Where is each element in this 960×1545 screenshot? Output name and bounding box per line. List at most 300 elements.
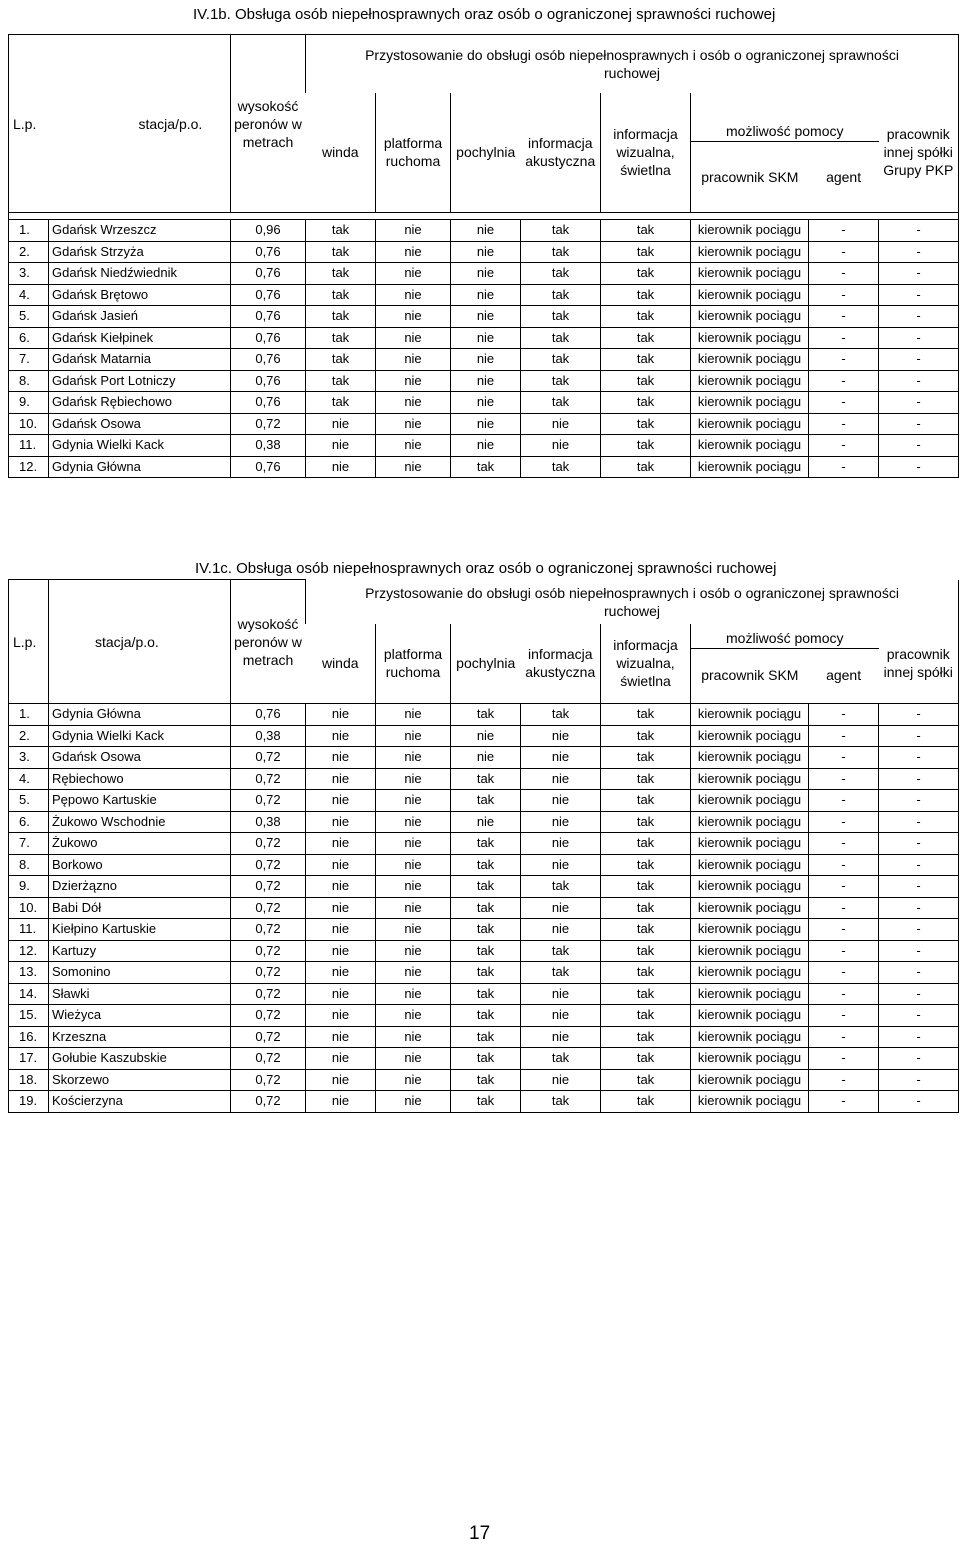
header-platforma: platforma ruchoma — [376, 93, 451, 213]
wizualna-value: tak — [601, 435, 691, 457]
table-row — [9, 1091, 959, 1113]
akustyczna-value: nie — [521, 747, 601, 769]
akustyczna-value: nie — [521, 833, 601, 855]
agent-value: - — [809, 435, 879, 457]
header-akustyczna: informacja akustyczna — [525, 646, 596, 681]
winda-value: tak — [306, 284, 376, 306]
platform-height: 0,72 — [231, 747, 306, 769]
header-station: stacja/p.o. — [49, 35, 231, 213]
winda-value: tak — [306, 349, 376, 371]
header-skm: pracownik SKM — [701, 666, 799, 683]
platform-height: 0,72 — [231, 940, 306, 962]
other-employee-value: - — [879, 704, 959, 726]
akustyczna-value: nie — [521, 435, 601, 457]
header-wizualna: informacja wizualna, świetlna — [601, 624, 691, 704]
platform-height: 0,38 — [231, 725, 306, 747]
skm-value: kierownik pociągu — [691, 983, 809, 1005]
accessibility-table-1b — [8, 34, 959, 478]
table-row — [9, 790, 959, 812]
pochylnia-value: tak — [451, 962, 521, 984]
skm-value: kierownik pociągu — [691, 962, 809, 984]
wizualna-value: tak — [601, 1091, 691, 1113]
row-lp: 1. — [9, 704, 49, 726]
wizualna-value: tak — [601, 897, 691, 919]
platforma-value: nie — [376, 854, 451, 876]
agent-value: - — [809, 747, 879, 769]
table-row — [9, 833, 959, 855]
agent-value: - — [809, 1048, 879, 1070]
agent-value: - — [809, 1026, 879, 1048]
pochylnia-value: nie — [451, 241, 521, 263]
table-row — [9, 725, 959, 747]
platform-height: 0,72 — [231, 1026, 306, 1048]
agent-value: - — [809, 306, 879, 328]
station-name: Gdynia Wielki Kack — [49, 725, 231, 747]
skm-value: kierownik pociągu — [691, 833, 809, 855]
pochylnia-value: tak — [451, 1091, 521, 1113]
other-employee-value: - — [879, 220, 959, 242]
winda-value: nie — [306, 1005, 376, 1027]
akustyczna-value: tak — [521, 940, 601, 962]
other-employee-value: - — [879, 241, 959, 263]
station-name: Gdańsk Jasień — [49, 306, 231, 328]
other-employee-value: - — [879, 897, 959, 919]
platform-height: 0,76 — [231, 370, 306, 392]
other-employee-value: - — [879, 811, 959, 833]
agent-value: - — [809, 284, 879, 306]
winda-value: nie — [306, 876, 376, 898]
skm-value: kierownik pociągu — [691, 854, 809, 876]
winda-value: nie — [306, 725, 376, 747]
station-name: Kościerzyna — [49, 1091, 231, 1113]
agent-value: - — [809, 413, 879, 435]
winda-value: tak — [306, 220, 376, 242]
agent-value: - — [809, 811, 879, 833]
wizualna-value: tak — [601, 456, 691, 478]
table-row — [9, 435, 959, 457]
pochylnia-value: nie — [451, 413, 521, 435]
header-other-employee: pracownik innej spółki Grupy PKP — [879, 93, 959, 213]
header-adaptation-group: Przystosowanie do obsługi osób niepełnosprawnych i osób o ograniczonej sprawności ruchowej — [306, 35, 959, 93]
row-lp: 7. — [9, 349, 49, 371]
other-employee-value: - — [879, 962, 959, 984]
platforma-value: nie — [376, 768, 451, 790]
platform-height: 0,76 — [231, 263, 306, 285]
skm-value: kierownik pociągu — [691, 919, 809, 941]
platforma-value: nie — [376, 435, 451, 457]
pochylnia-value: tak — [451, 940, 521, 962]
row-lp: 8. — [9, 370, 49, 392]
row-lp: 4. — [9, 768, 49, 790]
station-name: Gdańsk Port Lotniczy — [49, 370, 231, 392]
other-employee-value: - — [879, 940, 959, 962]
pochylnia-value: nie — [451, 349, 521, 371]
akustyczna-value: tak — [521, 456, 601, 478]
akustyczna-value: nie — [521, 790, 601, 812]
station-name: Gdańsk Rębiechowo — [49, 392, 231, 414]
agent-value: - — [809, 725, 879, 747]
other-employee-value: - — [879, 854, 959, 876]
akustyczna-value: tak — [521, 306, 601, 328]
akustyczna-value: nie — [521, 1005, 601, 1027]
header-help: możliwość pomocy — [691, 628, 879, 649]
agent-value: - — [809, 327, 879, 349]
skm-value: kierownik pociągu — [691, 263, 809, 285]
table-row — [9, 747, 959, 769]
wizualna-value: tak — [601, 790, 691, 812]
skm-value: kierownik pociągu — [691, 725, 809, 747]
other-employee-value: - — [879, 768, 959, 790]
header-akustyczna: informacja akustyczna — [525, 135, 596, 170]
winda-value: nie — [306, 413, 376, 435]
row-lp: 7. — [9, 833, 49, 855]
row-lp: 6. — [9, 811, 49, 833]
pochylnia-value: nie — [451, 263, 521, 285]
header-lp: L.p. — [9, 580, 49, 704]
other-employee-value: - — [879, 263, 959, 285]
skm-value: kierownik pociągu — [691, 392, 809, 414]
platforma-value: nie — [376, 983, 451, 1005]
akustyczna-value: nie — [521, 768, 601, 790]
akustyczna-value: nie — [521, 1026, 601, 1048]
pochylnia-value: nie — [451, 306, 521, 328]
platform-height: 0,76 — [231, 456, 306, 478]
platform-height: 0,72 — [231, 919, 306, 941]
table-row — [9, 983, 959, 1005]
winda-value: tak — [306, 370, 376, 392]
platforma-value: nie — [376, 241, 451, 263]
table-row — [9, 370, 959, 392]
station-name: Kartuzy — [49, 940, 231, 962]
winda-value: nie — [306, 704, 376, 726]
row-lp: 17. — [9, 1048, 49, 1070]
other-employee-value: - — [879, 413, 959, 435]
header-wizualna: informacja wizualna, świetlna — [601, 93, 691, 213]
wizualna-value: tak — [601, 940, 691, 962]
platform-height: 0,72 — [231, 833, 306, 855]
table-row — [9, 811, 959, 833]
platform-height: 0,72 — [231, 1091, 306, 1113]
wizualna-value: tak — [601, 413, 691, 435]
skm-value: kierownik pociągu — [691, 790, 809, 812]
winda-value: nie — [306, 919, 376, 941]
winda-value: tak — [306, 306, 376, 328]
table-row — [9, 413, 959, 435]
platforma-value: nie — [376, 704, 451, 726]
other-employee-value: - — [879, 392, 959, 414]
header-platforma: platforma ruchoma — [376, 624, 451, 704]
agent-value: - — [809, 349, 879, 371]
agent-value: - — [809, 220, 879, 242]
skm-value: kierownik pociągu — [691, 241, 809, 263]
other-employee-value: - — [879, 456, 959, 478]
winda-value: tak — [306, 241, 376, 263]
platform-height: 0,96 — [231, 220, 306, 242]
header-pochylnia: pochylnia — [451, 624, 521, 704]
platforma-value: nie — [376, 349, 451, 371]
pochylnia-value: nie — [451, 284, 521, 306]
pochylnia-value: tak — [451, 983, 521, 1005]
skm-value: kierownik pociągu — [691, 306, 809, 328]
skm-value: kierownik pociągu — [691, 284, 809, 306]
platform-height: 0,72 — [231, 1048, 306, 1070]
other-employee-value: - — [879, 284, 959, 306]
header-other-employee: pracownik innej spółki — [879, 624, 959, 704]
platforma-value: nie — [376, 1048, 451, 1070]
skm-value: kierownik pociągu — [691, 1091, 809, 1113]
row-lp: 9. — [9, 876, 49, 898]
platform-height: 0,72 — [231, 1005, 306, 1027]
platforma-value: nie — [376, 876, 451, 898]
akustyczna-value: nie — [521, 413, 601, 435]
pochylnia-value: tak — [451, 1005, 521, 1027]
other-employee-value: - — [879, 790, 959, 812]
row-lp: 18. — [9, 1069, 49, 1091]
skm-value: kierownik pociągu — [691, 349, 809, 371]
agent-value: - — [809, 876, 879, 898]
station-name: Wieżyca — [49, 1005, 231, 1027]
table-row — [9, 392, 959, 414]
platforma-value: nie — [376, 327, 451, 349]
wizualna-value: tak — [601, 768, 691, 790]
table-row — [9, 456, 959, 478]
header-skm: pracownik SKM — [701, 168, 799, 185]
platforma-value: nie — [376, 1091, 451, 1113]
agent-value: - — [809, 1005, 879, 1027]
skm-value: kierownik pociągu — [691, 370, 809, 392]
wizualna-value: tak — [601, 704, 691, 726]
winda-value: nie — [306, 456, 376, 478]
station-name: Gdańsk Osowa — [49, 747, 231, 769]
akustyczna-value: tak — [521, 241, 601, 263]
skm-value: kierownik pociągu — [691, 747, 809, 769]
row-lp: 12. — [9, 456, 49, 478]
pochylnia-value: tak — [451, 854, 521, 876]
pochylnia-value: tak — [451, 833, 521, 855]
agent-value: - — [809, 1091, 879, 1113]
row-lp: 10. — [9, 897, 49, 919]
other-employee-value: - — [879, 833, 959, 855]
other-employee-value: - — [879, 919, 959, 941]
winda-value: tak — [306, 392, 376, 414]
pochylnia-value: tak — [451, 456, 521, 478]
table-row — [9, 241, 959, 263]
agent-value: - — [809, 833, 879, 855]
pochylnia-value: tak — [451, 919, 521, 941]
page-number: 17 — [469, 1523, 491, 1544]
akustyczna-value: tak — [521, 704, 601, 726]
platform-height: 0,76 — [231, 392, 306, 414]
winda-value: nie — [306, 1048, 376, 1070]
wizualna-value: tak — [601, 241, 691, 263]
station-name: Żukowo — [49, 833, 231, 855]
agent-value: - — [809, 962, 879, 984]
agent-value: - — [809, 704, 879, 726]
wizualna-value: tak — [601, 370, 691, 392]
skm-value: kierownik pociągu — [691, 1005, 809, 1027]
other-employee-value: - — [879, 435, 959, 457]
winda-value: tak — [306, 263, 376, 285]
skm-value: kierownik pociągu — [691, 811, 809, 833]
row-lp: 19. — [9, 1091, 49, 1113]
other-employee-value: - — [879, 983, 959, 1005]
station-name: Gdynia Wielki Kack — [49, 435, 231, 457]
akustyczna-value: tak — [521, 876, 601, 898]
pochylnia-value: nie — [451, 811, 521, 833]
wizualna-value: tak — [601, 876, 691, 898]
other-employee-value: - — [879, 306, 959, 328]
platforma-value: nie — [376, 1005, 451, 1027]
table-row — [9, 897, 959, 919]
table-row — [9, 1005, 959, 1027]
platforma-value: nie — [376, 263, 451, 285]
table-row — [9, 327, 959, 349]
agent-value: - — [809, 854, 879, 876]
other-employee-value: - — [879, 876, 959, 898]
wizualna-value: tak — [601, 1069, 691, 1091]
row-lp: 2. — [9, 241, 49, 263]
other-employee-value: - — [879, 327, 959, 349]
station-name: Dzierżązno — [49, 876, 231, 898]
akustyczna-value: nie — [521, 854, 601, 876]
pochylnia-value: tak — [451, 876, 521, 898]
pochylnia-value: tak — [451, 704, 521, 726]
winda-value: nie — [306, 833, 376, 855]
winda-value: nie — [306, 747, 376, 769]
pochylnia-value: tak — [451, 768, 521, 790]
platform-height: 0,76 — [231, 704, 306, 726]
akustyczna-value: tak — [521, 220, 601, 242]
wizualna-value: tak — [601, 1048, 691, 1070]
table-row — [9, 1026, 959, 1048]
table-row — [9, 349, 959, 371]
winda-value: nie — [306, 983, 376, 1005]
row-lp: 5. — [9, 306, 49, 328]
platforma-value: nie — [376, 456, 451, 478]
skm-value: kierownik pociągu — [691, 413, 809, 435]
winda-value: nie — [306, 854, 376, 876]
platform-height: 0,72 — [231, 768, 306, 790]
winda-value: nie — [306, 811, 376, 833]
skm-value: kierownik pociągu — [691, 768, 809, 790]
station-name: Gdańsk Niedźwiednik — [49, 263, 231, 285]
akustyczna-value: tak — [521, 392, 601, 414]
akustyczna-value: tak — [521, 1091, 601, 1113]
winda-value: tak — [306, 327, 376, 349]
platforma-value: nie — [376, 220, 451, 242]
platforma-value: nie — [376, 747, 451, 769]
wizualna-value: tak — [601, 854, 691, 876]
pochylnia-value: nie — [451, 725, 521, 747]
table-row — [9, 704, 959, 726]
header-help-group — [691, 93, 879, 213]
wizualna-value: tak — [601, 962, 691, 984]
platforma-value: nie — [376, 811, 451, 833]
pochylnia-value: nie — [451, 327, 521, 349]
wizualna-value: tak — [601, 725, 691, 747]
pochylnia-value: tak — [451, 897, 521, 919]
skm-value: kierownik pociągu — [691, 1048, 809, 1070]
row-lp: 12. — [9, 940, 49, 962]
station-name: Kiełpino Kartuskie — [49, 919, 231, 941]
wizualna-value: tak — [601, 1005, 691, 1027]
agent-value: - — [809, 790, 879, 812]
header-lp: L.p. — [9, 35, 49, 213]
table-row — [9, 768, 959, 790]
header-agent: agent — [826, 666, 862, 683]
skm-value: kierownik pociągu — [691, 1069, 809, 1091]
winda-value: nie — [306, 790, 376, 812]
station-name: Sławki — [49, 983, 231, 1005]
platforma-value: nie — [376, 897, 451, 919]
pochylnia-value: nie — [451, 392, 521, 414]
table-row — [9, 962, 959, 984]
table-row — [9, 854, 959, 876]
pochylnia-value: tak — [451, 1048, 521, 1070]
akustyczna-value: nie — [521, 1069, 601, 1091]
row-lp: 11. — [9, 435, 49, 457]
section1-caption: IV.1b. Obsługa osób niepełnosprawnych oraz osób o ograniczonej sprawności ruchowej — [193, 6, 776, 23]
wizualna-value: tak — [601, 327, 691, 349]
other-employee-value: - — [879, 1069, 959, 1091]
agent-value: - — [809, 983, 879, 1005]
other-employee-value: - — [879, 725, 959, 747]
platforma-value: nie — [376, 392, 451, 414]
wizualna-value: tak — [601, 220, 691, 242]
agent-value: - — [809, 370, 879, 392]
pochylnia-value: nie — [451, 747, 521, 769]
platform-height: 0,72 — [231, 983, 306, 1005]
platform-height: 0,72 — [231, 962, 306, 984]
station-name: Gdańsk Matarnia — [49, 349, 231, 371]
wizualna-value: tak — [601, 1026, 691, 1048]
akustyczna-value: nie — [521, 897, 601, 919]
row-lp: 16. — [9, 1026, 49, 1048]
other-employee-value: - — [879, 1091, 959, 1113]
skm-value: kierownik pociągu — [691, 704, 809, 726]
skm-value: kierownik pociągu — [691, 435, 809, 457]
platforma-value: nie — [376, 833, 451, 855]
station-name: Krzeszna — [49, 1026, 231, 1048]
akustyczna-value: nie — [521, 983, 601, 1005]
row-lp: 5. — [9, 790, 49, 812]
platform-height: 0,72 — [231, 790, 306, 812]
header-platform-height: wysokość peronów w metrach — [231, 580, 306, 704]
wizualna-value: tak — [601, 263, 691, 285]
akustyczna-value: tak — [521, 284, 601, 306]
table-row — [9, 940, 959, 962]
akustyczna-value: tak — [521, 349, 601, 371]
platform-height: 0,72 — [231, 854, 306, 876]
header-platform-height: wysokość peronów w metrach — [231, 35, 306, 213]
platform-height: 0,76 — [231, 327, 306, 349]
wizualna-value: tak — [601, 833, 691, 855]
other-employee-value: - — [879, 370, 959, 392]
platforma-value: nie — [376, 306, 451, 328]
station-name: Gdańsk Wrzeszcz — [49, 220, 231, 242]
agent-value: - — [809, 263, 879, 285]
platforma-value: nie — [376, 370, 451, 392]
header-station: stacja/p.o. — [49, 580, 231, 704]
akustyczna-value: tak — [521, 263, 601, 285]
winda-value: nie — [306, 435, 376, 457]
pochylnia-value: tak — [451, 1026, 521, 1048]
table-row — [9, 1069, 959, 1091]
akustyczna-value: tak — [521, 327, 601, 349]
pochylnia-value: tak — [451, 1069, 521, 1091]
winda-value: nie — [306, 1069, 376, 1091]
agent-value: - — [809, 1069, 879, 1091]
